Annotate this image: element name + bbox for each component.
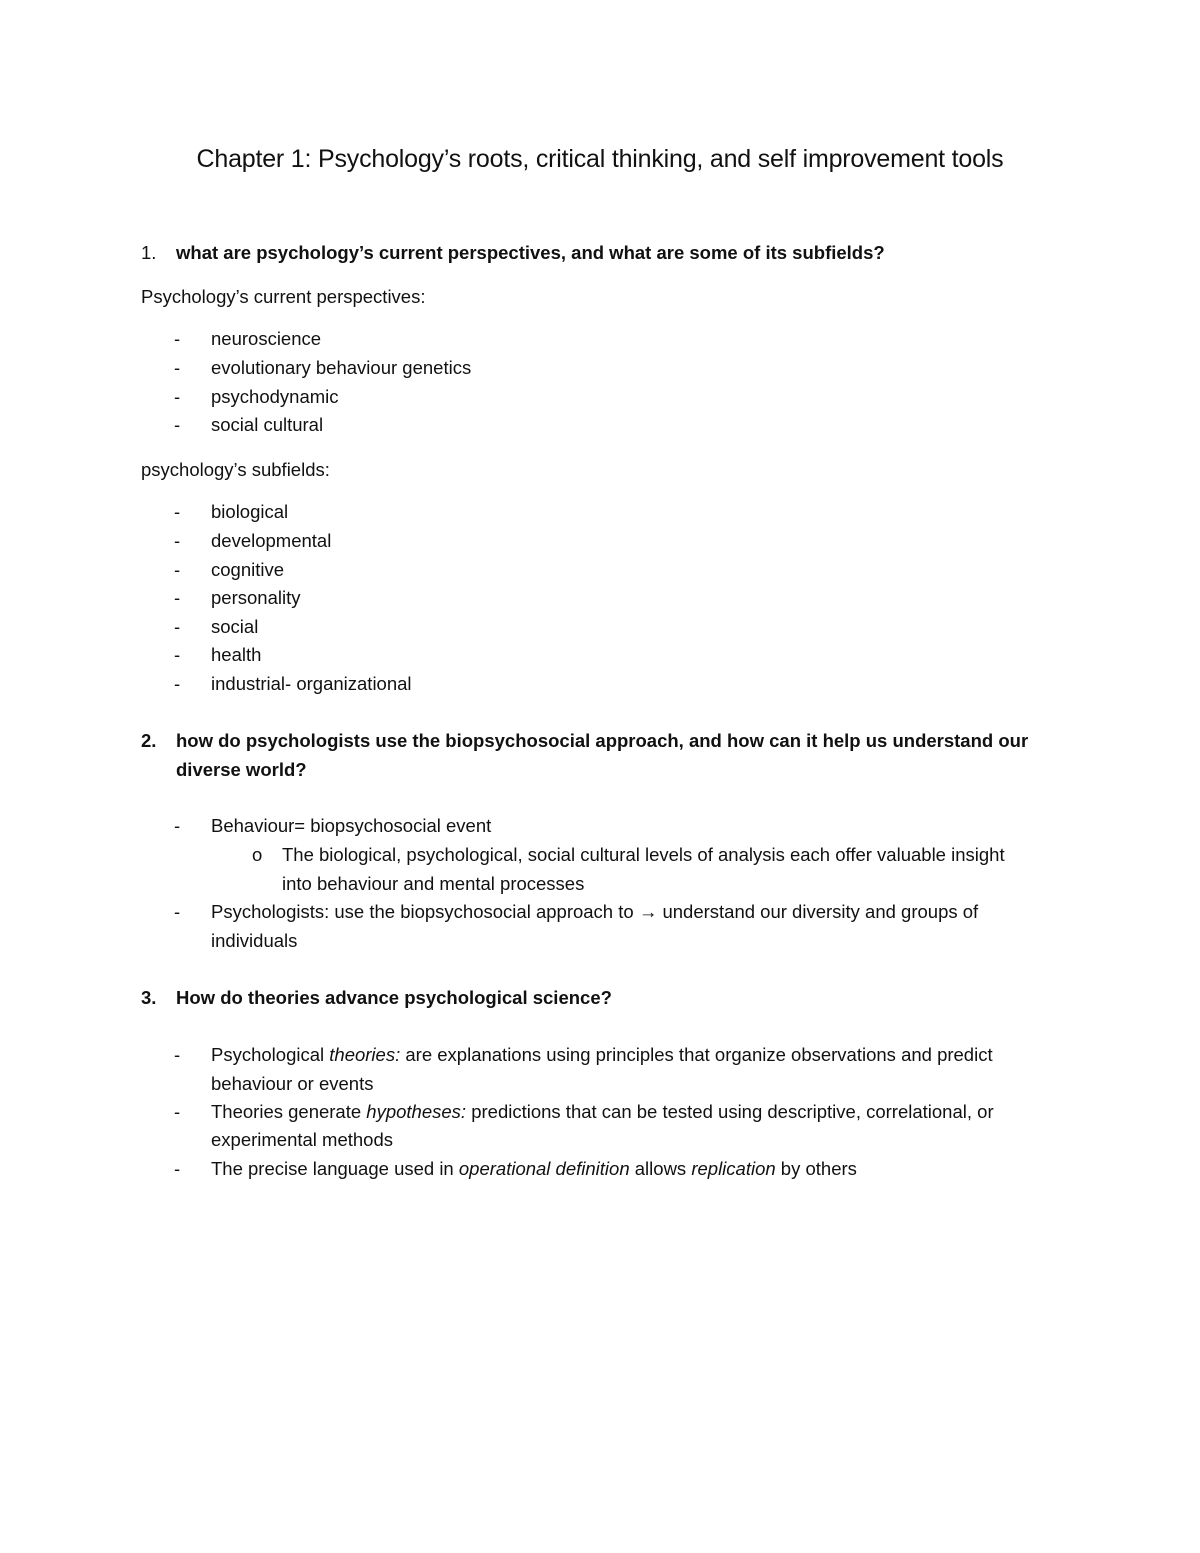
list-bullet: -	[174, 357, 181, 378]
sub-list-item-continued: into behaviour and mental processes	[282, 873, 585, 894]
list-bullet: -	[174, 587, 181, 608]
list-item: cognitive	[211, 559, 285, 580]
list-item: developmental	[211, 530, 332, 551]
list-item: industrial- organizational	[211, 673, 412, 694]
list-bullet: -	[174, 386, 181, 407]
list-bullet: -	[174, 673, 181, 694]
section-heading: psychology’s subfields:	[141, 459, 330, 480]
list-item: personality	[211, 587, 301, 608]
list-item: psychodynamic	[211, 386, 339, 407]
list-item: social cultural	[211, 414, 324, 435]
list-item: Behaviour= biopsychosocial event	[211, 815, 492, 836]
list-item: health	[211, 644, 262, 665]
list-item	[211, 1155, 857, 1183]
question-heading: what are psychology’s current perspectives, and what are some of its subfields?	[176, 242, 885, 263]
list-item-text: Psychologists: use the biopsychosocial approach to	[211, 901, 634, 922]
list-item: biological	[211, 501, 289, 522]
page-title: Chapter 1: Psychology’s roots, critical thinking, and self improvement tools	[196, 145, 1004, 173]
list-bullet: -	[174, 1101, 181, 1122]
question-heading: How do theories advance psychological science?	[176, 987, 612, 1008]
list-item	[211, 1041, 993, 1069]
list-bullet: -	[174, 501, 181, 522]
list-bullet: -	[174, 1158, 181, 1179]
question-number: 1.	[141, 242, 157, 263]
list-bullet: -	[174, 616, 181, 637]
list-item-continued: experimental methods	[211, 1129, 394, 1150]
sub-list-item: The biological, psychological, social cultural levels of analysis each offer valuable insight	[282, 844, 1005, 865]
emphasis-term: hypotheses:	[366, 1101, 467, 1122]
question-heading: how do psychologists use the biopsychosocial approach, and how can it help us understand our	[176, 730, 1029, 751]
section-heading: Psychology’s current perspectives:	[141, 286, 426, 307]
list-bullet: -	[174, 328, 181, 349]
list-item-continued: behaviour or events	[211, 1073, 374, 1094]
emphasis-term: operational definition	[458, 1158, 630, 1179]
list-bullet: -	[174, 901, 181, 922]
list-item: evolutionary behaviour genetics	[211, 357, 472, 378]
list-item-text: The precise language used in	[211, 1158, 454, 1179]
emphasis-term: replication	[691, 1158, 776, 1179]
list-item-continued: individuals	[211, 930, 298, 951]
list-item-text: allows	[634, 1158, 687, 1179]
list-item-text: by others	[780, 1158, 857, 1179]
list-item	[211, 1098, 994, 1126]
question-number: 2.	[141, 730, 157, 751]
emphasis-term: theories:	[329, 1044, 401, 1065]
list-bullet: -	[174, 559, 181, 580]
right-arrow-icon: →	[638, 901, 658, 922]
list-item	[211, 898, 978, 926]
list-item-text: understand our diversity and groups of	[662, 901, 979, 922]
list-item: neuroscience	[211, 328, 322, 349]
list-item-text: Psychological	[211, 1044, 325, 1065]
list-bullet: -	[174, 644, 181, 665]
list-item: social	[211, 616, 259, 637]
list-bullet: -	[174, 1044, 181, 1065]
question-heading-continued: diverse world?	[176, 759, 307, 780]
question-number: 3.	[141, 987, 157, 1008]
list-bullet: -	[174, 815, 181, 836]
list-bullet: -	[174, 414, 181, 435]
sub-bullet: o	[252, 844, 263, 865]
list-item-text: Theories generate	[211, 1101, 362, 1122]
list-item-text: predictions that can be tested using descriptive, correlational, or	[471, 1101, 994, 1122]
list-item-text: are explanations using principles that organize observations and predict	[405, 1044, 993, 1065]
list-bullet: -	[174, 530, 181, 551]
